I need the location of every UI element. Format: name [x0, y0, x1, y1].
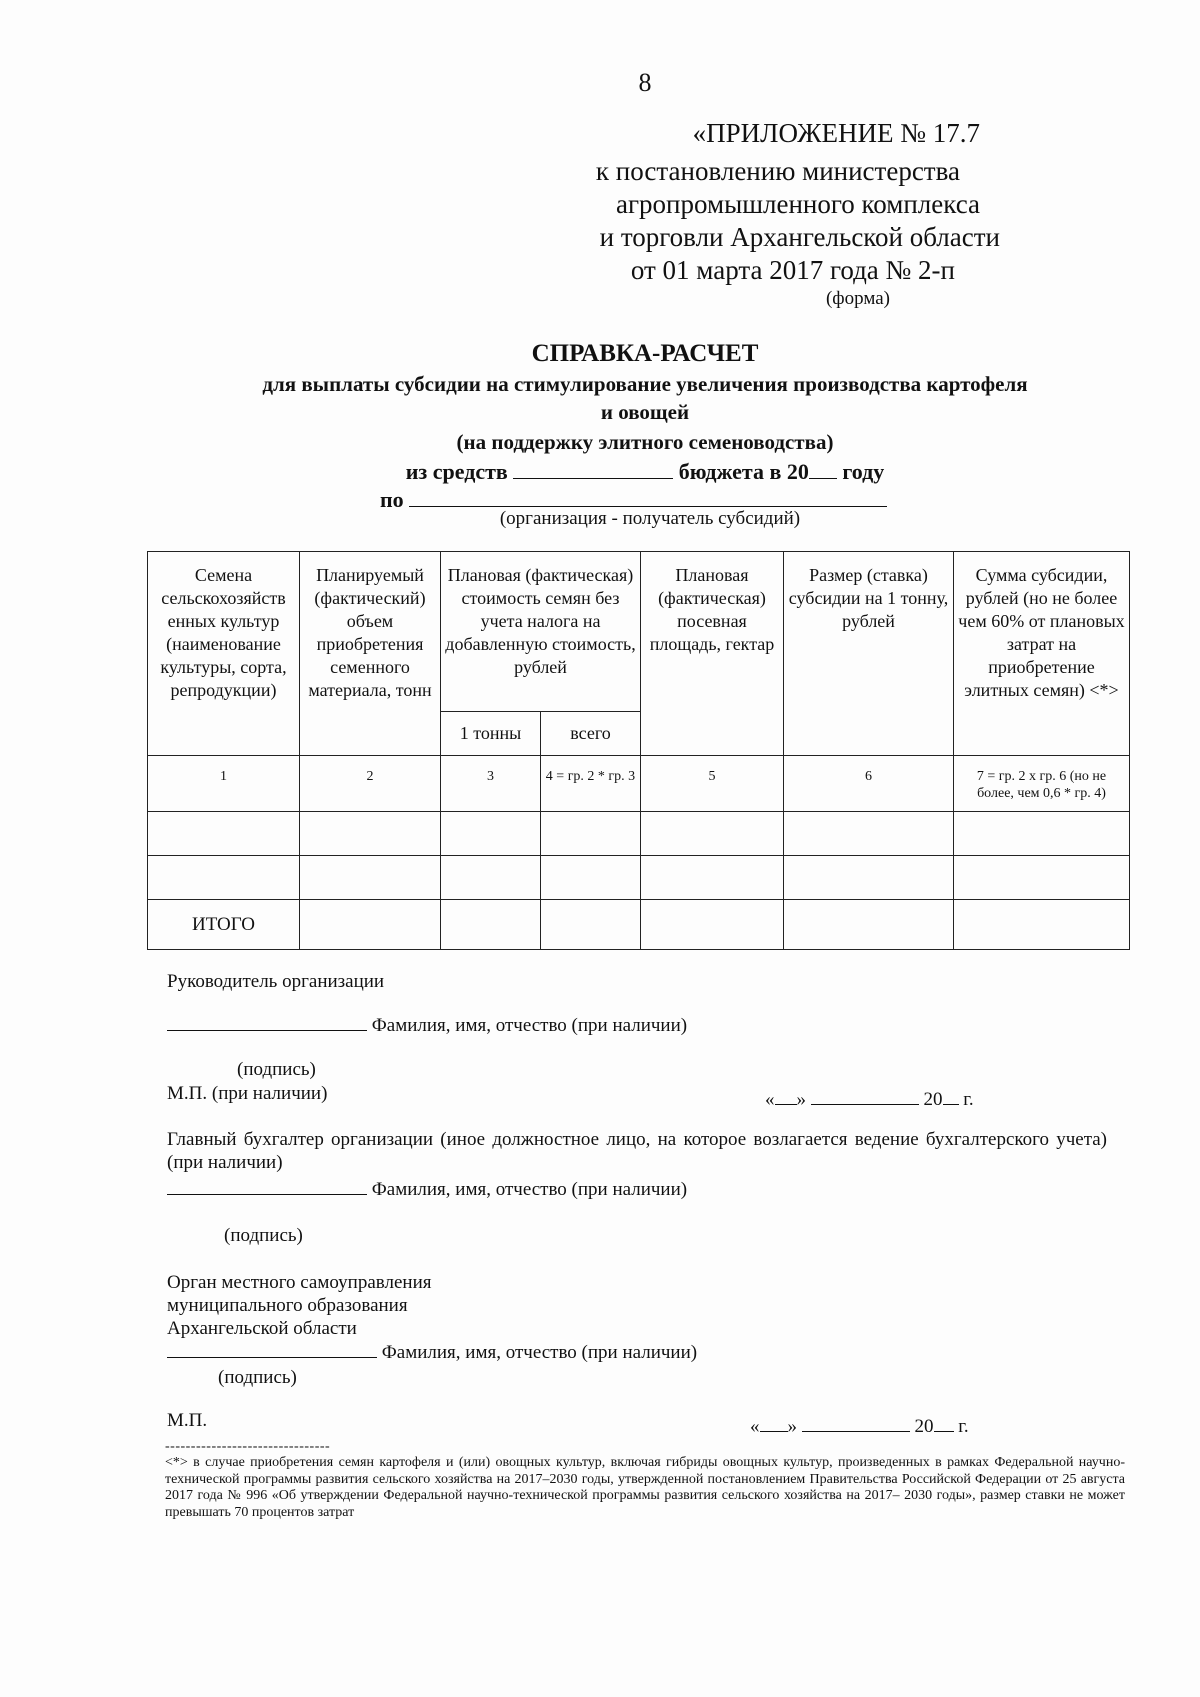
doc-title: СПРАВКА-РАСЧЕТ [531, 340, 759, 367]
cell[interactable] [300, 812, 441, 856]
doc-subtitle-2: и овощей [600, 400, 690, 424]
gov-label-2: муниципального образования [167, 1295, 408, 1316]
total-row [148, 900, 1130, 950]
calculation-table [147, 551, 1130, 950]
quote-close: » [787, 1416, 797, 1437]
appendix-line-1: к постановлению министерства [595, 156, 960, 186]
cell[interactable] [541, 900, 641, 950]
budget-line [0, 458, 1200, 485]
appendix-line-4: от 01 марта 2017 года № 2-п [630, 255, 955, 285]
appendix-title: «ПРИЛОЖЕНИЕ № 17.7 [692, 118, 980, 148]
cell[interactable] [784, 856, 954, 900]
appendix-line-2: агропромышленного комплекса [616, 189, 980, 219]
signature-blank[interactable] [167, 1340, 377, 1358]
col-num-4: 4 = гр. 2 * гр. 3 [541, 756, 641, 812]
fio-label: Фамилия, имя, отчество (при наличии) [371, 1179, 688, 1200]
page-number: 8 [638, 68, 652, 97]
cell[interactable] [441, 812, 541, 856]
budget-blank [513, 458, 673, 479]
header-cost-per-ton: 1 тонны [441, 712, 541, 756]
cell[interactable] [641, 856, 784, 900]
col-num-6: 6 [784, 756, 954, 812]
year-blank [809, 458, 837, 479]
cell[interactable] [954, 856, 1130, 900]
month-blank[interactable] [811, 1087, 919, 1105]
day-blank[interactable] [760, 1414, 788, 1432]
date-line-2 [750, 1414, 969, 1438]
cell[interactable] [441, 856, 541, 900]
head-sign-caption: (подпись) [237, 1059, 316, 1080]
cell[interactable] [148, 812, 300, 856]
gov-sign-caption: (подпись) [218, 1367, 297, 1388]
year-suffix: г. [958, 1416, 969, 1437]
header-cost: Плановая (фактическая) стоимость семян без учета налога на добавленную стоимость, рублей [441, 552, 641, 712]
fio-label: Фамилия, имя, отчество (при наличии) [371, 1015, 688, 1036]
col-num-2: 2 [300, 756, 441, 812]
appendix-line-3: и торговли Архангельской области [599, 222, 1000, 252]
org-label: по [380, 487, 404, 512]
quote-open: « [750, 1416, 760, 1437]
cell[interactable] [541, 812, 641, 856]
form-note: (форма) [825, 288, 890, 309]
table-row [148, 812, 1130, 856]
header-area: Плановая (фактическая) посевная площадь, гектар [641, 552, 784, 756]
header-seeds: Семена сельскохозяйств енных культур (наименование культуры, сорта, репродукции) [148, 552, 300, 756]
org-blank [409, 484, 887, 507]
header-subsidy: Сумма субсидии, рублей (но не более чем 60% от плановых затрат на приобретение элитных семян) <*> [954, 552, 1130, 756]
col-num-1: 1 [148, 756, 300, 812]
header-cost-total: всего [541, 712, 641, 756]
year-blank[interactable] [943, 1087, 959, 1105]
cell[interactable] [641, 900, 784, 950]
cell[interactable] [300, 856, 441, 900]
appendix-block [490, 118, 1090, 311]
header-rate: Размер (ставка) субсидии на 1 тонну, рублей [784, 552, 954, 756]
footnote-separator: -------------------------------- [165, 1439, 331, 1454]
mp-label: М.П. (при наличии) [167, 1083, 328, 1104]
budget-year-suffix: году [842, 459, 885, 484]
signature-blank[interactable] [167, 1013, 367, 1031]
table-row [148, 856, 1130, 900]
total-label: ИТОГО [148, 900, 300, 950]
mp2-label: М.П. [167, 1410, 208, 1431]
accountant-sign-caption: (подпись) [224, 1225, 303, 1246]
gov-fio-line [167, 1340, 697, 1364]
gov-label-1: Орган местного самоуправления [167, 1272, 432, 1293]
cell[interactable] [148, 856, 300, 900]
footnote-text: <*> в случае приобретения семян картофеля и (или) овощных культур, включая гибриды овощных культур, произведенных в рамках Федеральной научно-технической программы развития сельского хозяйства на 2017–2030 годы, утвержденной постановлением Правительства Российской Федерации от 25 августа 2017 года № 996 «Об утверждении Федеральной научно-технической программы развития сельского хозяйства на 2017– 2030 годы», размер ставки не может превышать 70 процентов затрат [165, 1455, 1125, 1520]
fio-label: Фамилия, имя, отчество (при наличии) [381, 1342, 698, 1363]
col-num-3: 3 [441, 756, 541, 812]
cell[interactable] [641, 812, 784, 856]
year-prefix: 20 [923, 1089, 943, 1110]
year-blank[interactable] [934, 1414, 954, 1432]
cell[interactable] [441, 900, 541, 950]
cell[interactable] [541, 856, 641, 900]
budget-year-label: бюджета в 20 [678, 459, 809, 484]
cell[interactable] [784, 900, 954, 950]
quote-close: » [796, 1089, 806, 1110]
day-blank[interactable] [775, 1087, 797, 1105]
gov-label-3: Архангельской области [167, 1318, 357, 1339]
signature-blank[interactable] [167, 1177, 367, 1195]
budget-from-label: из средств [405, 459, 508, 484]
year-suffix: г. [963, 1089, 974, 1110]
head-fio-line [167, 1013, 687, 1037]
accountant-label: Главный бухгалтер организации (иное должностное лицо, на которое возлагается ведение бухгалтерского учета) (при наличии) [167, 1129, 1107, 1173]
date-line-1 [765, 1087, 974, 1111]
col-num-7: 7 = гр. 2 х гр. 6 (но не более, чем 0,6 * гр. 4) [954, 756, 1130, 812]
doc-subtitle-3: (на поддержку элитного семеноводства) [456, 430, 834, 454]
org-caption: (организация - получатель субсидий) [499, 508, 801, 529]
month-blank[interactable] [802, 1414, 910, 1432]
quote-open: « [765, 1089, 775, 1110]
cell[interactable] [300, 900, 441, 950]
header-volume: Планируемый (фактический) объем приобретения семенного материала, тонн [300, 552, 441, 756]
cell[interactable] [784, 812, 954, 856]
doc-subtitle-1: для выплаты субсидии на стимулирование увеличения производства картофеля [262, 372, 1028, 396]
accountant-fio-line [167, 1177, 687, 1201]
head-label: Руководитель организации [167, 971, 385, 992]
cell[interactable] [954, 900, 1130, 950]
col-num-5: 5 [641, 756, 784, 812]
cell[interactable] [954, 812, 1130, 856]
year-prefix: 20 [914, 1416, 934, 1437]
